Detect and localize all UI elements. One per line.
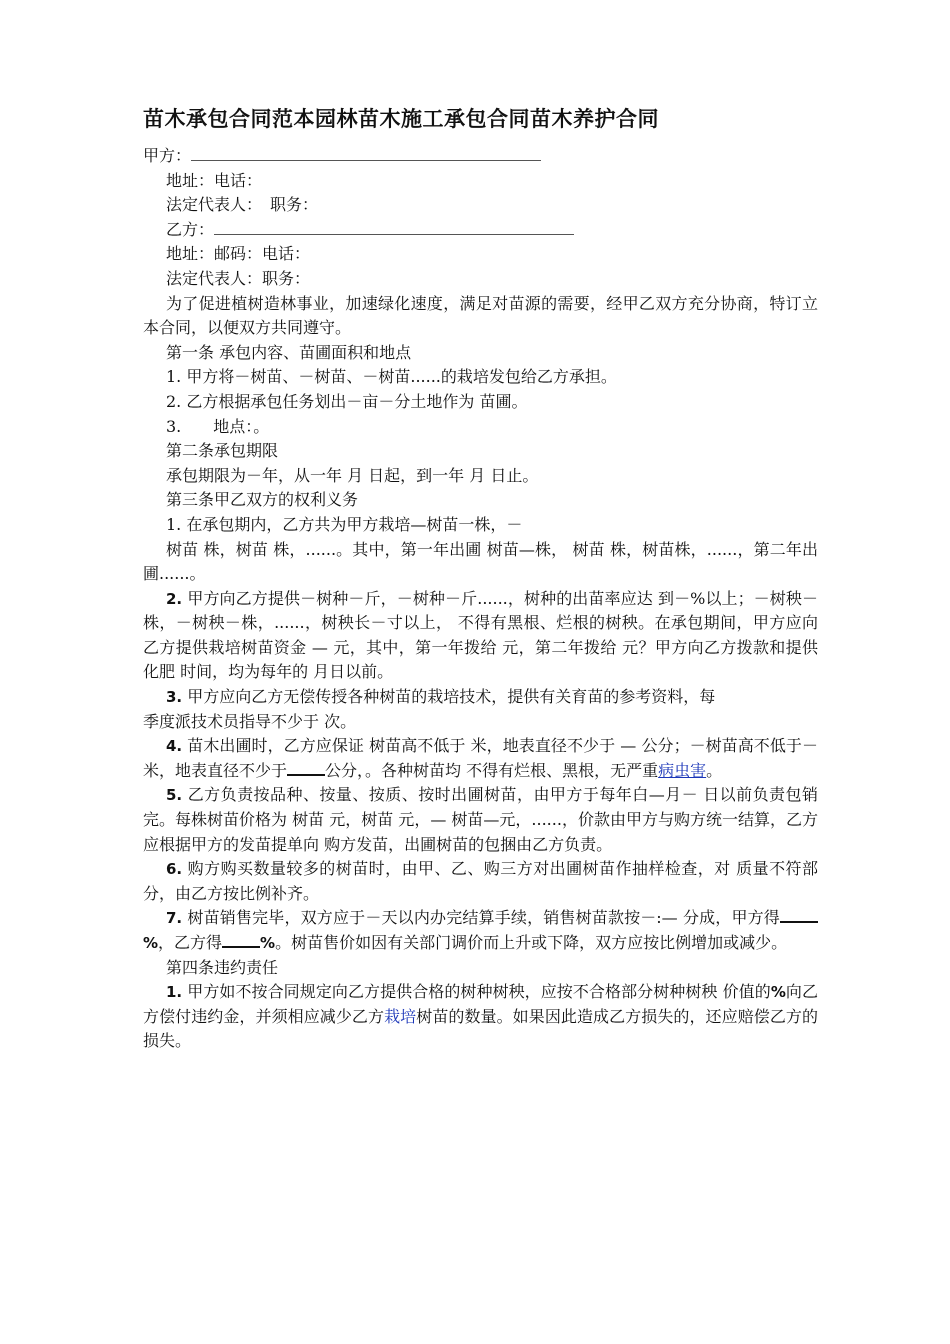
address-phone-a: 地址：电话： <box>166 170 263 190</box>
article-3-clause-1: 1. 在承包期内，乙方共为甲方栽培—树苗一株，－ <box>166 514 523 534</box>
clause-text: 乙方负责按品种、按量、按质、按时出圃树苗，由甲方于每年白—月－ 日以前负责包销完。每株树苗价格为 树苗 元，树苗 元，— 树苗—元，......，价款由甲方与购方统一结算，乙方应根据甲方的发苗提单向 购方发苗，出圃树苗的包捆由乙方负责。 <box>143 785 818 854</box>
contract-page <box>143 104 818 1054</box>
clause-number: 5. <box>166 786 183 805</box>
article-3-clause-7 <box>143 906 818 955</box>
article-3-clause-2 <box>143 587 818 685</box>
clause-text: 向乙方偿付违约金，并须相应减少乙方 <box>143 982 818 1026</box>
cultivation-term: 栽培 <box>384 1006 417 1026</box>
clause-text: 甲方应向乙方无偿传授各种树苗的栽培技术，提供有关育苗的参考资料，每 <box>182 687 716 707</box>
clause-number: 6. <box>166 860 183 879</box>
clause-text: 树苗的数量。如果因此造成乙方损失的，还应赔偿乙方的损失。 <box>143 1006 818 1051</box>
party-a-line <box>143 144 818 169</box>
clause-text: 树苗销售完毕，双方应于－天以内办完结算手续，销售树苗款按－:— 分成，甲方得 <box>182 908 780 928</box>
clause-text: 甲方向乙方提供－树种－斤，－树种－斤......，树种的出苗率应达 到－%以上；－树秧－株，－树秧－株，......，树秧长－寸以上， 不得有黑根、烂根的树秧。在承包期间，甲方应向乙方提供栽培树苗资金 — 元，其中，第一年拨给 元，第二年拨给 元？甲方向乙方拨款和提供化肥 时间，均为每年的 月日以前。 <box>143 588 818 682</box>
pest-disease-link[interactable]: 病虫害 <box>658 760 707 780</box>
article-1-clause-1: 1. 甲方将－树苗、－树苗、－树苗......的栽培发包给乙方承担。 <box>166 367 617 387</box>
clause-number: 3. <box>166 688 183 707</box>
article-3-clause-3-cont: 季度派技术员指导不少于 次。 <box>143 711 357 731</box>
legal-rep-b: 法定代表人：职务： <box>166 268 311 288</box>
article-1-clause-3: 3. 地点：。 <box>166 416 270 436</box>
party-b-label: 乙方： <box>166 219 215 239</box>
document-title: 苗木承包合同范本园林苗木施工承包合同苗木养护合同 <box>143 107 659 131</box>
clause-number: 1. <box>166 983 183 1002</box>
party-b-line <box>143 218 818 243</box>
clause-text: 甲方如不按合同规定向乙方提供合格的树种树秧，应按不合格部分树种树秧 价值的 <box>182 982 771 1002</box>
fill-blank <box>222 932 260 948</box>
clause-text: 购方购买数量较多的树苗时，由甲、乙、购三方对出圃树苗作抽样检查，对 质量不符部分，由乙方按比例补齐。 <box>143 859 818 903</box>
party-b-blank <box>214 220 574 235</box>
clause-text: ，乙方得 <box>158 933 223 952</box>
preamble: 为了促进植树造林事业，加速绿化速度，满足对苗源的需要，经甲乙双方充分协商，特订立本合同，以便双方共同遵守。 <box>143 293 818 338</box>
article-3-clause-3 <box>143 685 818 710</box>
clause-text: 。 <box>706 760 723 780</box>
article-2-heading: 第二条承包期限 <box>166 441 279 461</box>
party-a-label: 甲方： <box>143 146 192 165</box>
article-4-heading: 第四条违约责任 <box>166 957 279 977</box>
clause-number: 2. <box>166 589 183 608</box>
article-4-clause-1 <box>143 980 818 1054</box>
percent-sign: % <box>260 934 276 952</box>
party-a-blank <box>191 146 541 161</box>
article-2-text: 承包期限为－年，从一年 月 日起，到一年 月 日止。 <box>166 465 539 485</box>
fill-blank <box>287 760 325 776</box>
article-3-clause-5 <box>143 783 818 857</box>
fill-blank <box>780 907 818 923</box>
clause-text: 。树苗售价如因有关部门调价而上升或下降，双方应按比例增加或减少。 <box>275 933 788 952</box>
article-3-heading: 第三条甲乙双方的权利义务 <box>166 490 359 510</box>
article-1-heading: 第一条 承包内容、苗圃面积和地点 <box>166 342 412 362</box>
address-zip-phone-b: 地址：邮码：电话： <box>166 244 311 264</box>
percent-sign: % <box>770 983 786 1002</box>
article-3-clause-1-cont: 树苗 株，树苗 株，......。其中，第一年出圃 树苗—株， 树苗 株，树苗株，......，第二年出圃......。 <box>143 539 818 584</box>
percent-sign: % <box>143 934 159 952</box>
clause-text: 公分，。各种树苗均 不得有烂根、黑根，无严重 <box>325 760 659 780</box>
article-3-clause-6 <box>143 857 818 906</box>
legal-rep-a: 法定代表人： 职务： <box>166 195 319 215</box>
article-3-clause-4 <box>143 734 818 783</box>
clause-text: 苗木出圃时，乙方应保证 树苗高不低于 米，地表直径不少于 — 公分；－树苗高不低于－米，地表直径不少于 <box>143 736 818 780</box>
article-1-clause-2: 2. 乙方根据承包任务划出－亩－分土地作为 苗圃。 <box>166 391 528 411</box>
clause-number: 4. <box>166 737 183 756</box>
clause-number: 7. <box>166 909 183 928</box>
